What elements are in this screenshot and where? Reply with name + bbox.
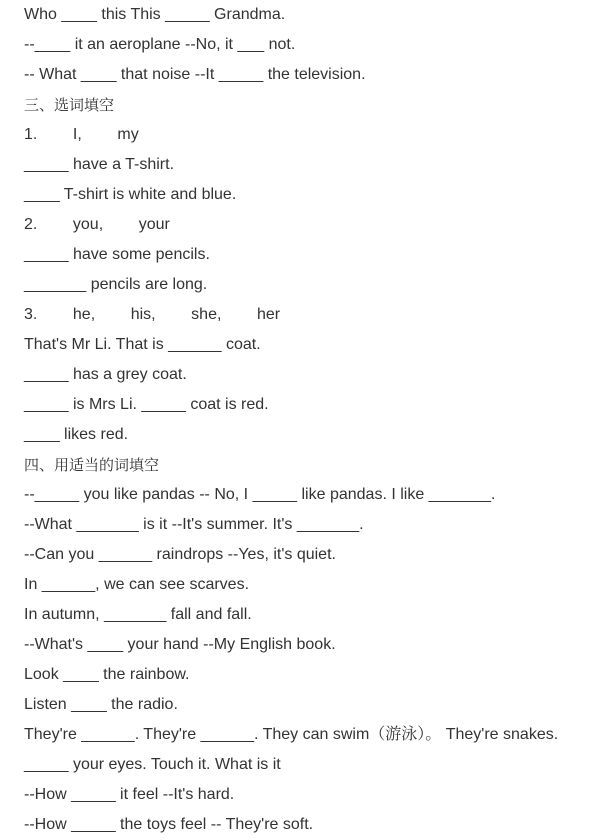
word-choice-3: 3. he, his, she, her xyxy=(24,306,281,323)
word-choice-2: 2. you, your xyxy=(24,216,170,233)
exercise-line: --What _______ is it --It's summer. It's _______. xyxy=(24,516,364,533)
exercise-line: In autumn, _______ fall and fall. xyxy=(24,606,252,623)
exercise-line: Who ____ this This _____ Grandma. xyxy=(24,6,286,23)
worksheet xyxy=(24,0,604,840)
exercise-line: Listen ____ the radio. xyxy=(24,696,178,713)
exercise-line: -- What ____ that noise --It _____ the television. xyxy=(24,66,366,83)
exercise-line: That's Mr Li. That is ______ coat. xyxy=(24,336,261,353)
exercise-line: _______ pencils are long. xyxy=(24,276,208,293)
exercise-line: --What's ____ your hand --My English book. xyxy=(24,636,336,653)
exercise-line: _____ have some pencils. xyxy=(24,246,210,263)
exercise-line: They're ______. They're ______. They can swim（游泳）。 They're snakes. xyxy=(24,726,559,743)
exercise-line: --_____ you like pandas -- No, I _____ like pandas. I like _______. xyxy=(24,486,496,503)
exercise-line: _____ have a T-shirt. xyxy=(24,156,175,173)
exercise-line: ____ T-shirt is white and blue. xyxy=(24,186,237,203)
exercise-line: ____ likes red. xyxy=(24,426,129,443)
exercise-line: _____ has a grey coat. xyxy=(24,366,187,383)
exercise-line: --How _____ it feel --It's hard. xyxy=(24,786,235,803)
exercise-line: In ______, we can see scarves. xyxy=(24,576,250,593)
exercise-line: --Can you ______ raindrops --Yes, it's quiet. xyxy=(24,546,336,563)
word-choice-1: 1. I, my xyxy=(24,126,139,143)
section-heading-3: 三、选词填空 xyxy=(24,96,115,114)
exercise-line: _____ is Mrs Li. _____ coat is red. xyxy=(24,396,269,413)
exercise-line: --____ it an aeroplane --No, it ___ not. xyxy=(24,36,296,53)
exercise-line: Look ____ the rainbow. xyxy=(24,666,190,683)
section-heading-4: 四、用适当的词填空 xyxy=(24,456,160,474)
exercise-line: _____ your eyes. Touch it. What is it xyxy=(24,756,281,773)
exercise-line: --How _____ the toys feel -- They're soft. xyxy=(24,816,314,833)
